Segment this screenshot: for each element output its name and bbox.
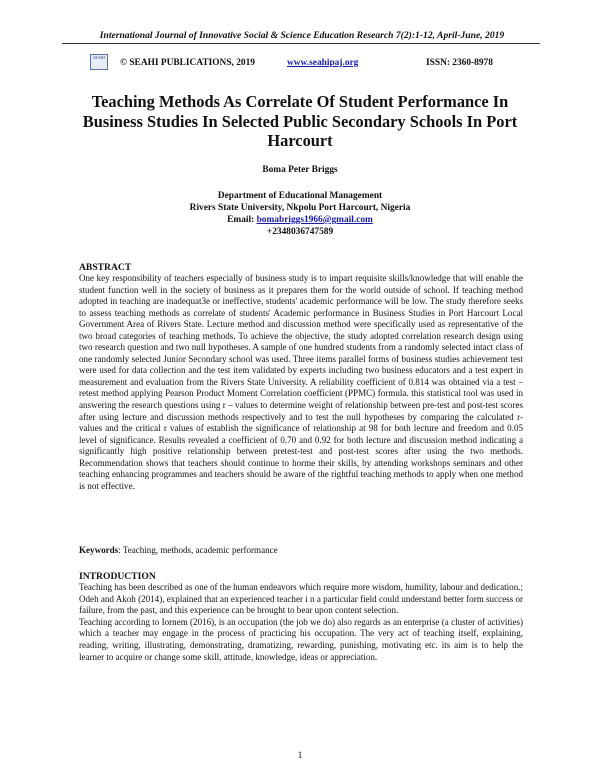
page-number: 1 [297, 750, 303, 760]
publisher-line [62, 52, 542, 74]
paper-title: Teaching Methods As Correlate Of Student Performance In Business Studies In Selected Public Secondary Schools In Port Harcourt [82, 92, 518, 150]
keywords-line [79, 545, 523, 555]
abstract-text: One key responsibility of teachers especially of business study is to impart requisite skills/knowledge that will enable the student function well in the society of business as it prepares them for the world outside of school. If teaching method adopted in teaching are inadequat3e or ineffective, students' academic performance will be low. The study therefore seeks to assess teaching methods as correlate of students' Academic performance in Business Studies in Port Harcourt Local Government Area of Rivers State. Lecture method and discussion method were specifically used as representative of the two broad categories of teaching methods. To achieve the objective, the study adopted correlation research design using two research question and two null hypotheses. A sample of one hundred students from a randomly selected intact class of one randomly selected Junior Secondary school was used. Three items parallel forms of business studies achievement test were used for data collection and the test item validated by experts including two business educators and a test expert in measurement and evaluation from the Rivers State University. A reliability coefficient of 0.814 was obtained via a test – retest method applying Pearson Product Moment Correlation coefficient (PPMC) formula. this statistical tool was used in answering the research questions using r – values to determine weight of relationship between pre-test and post-test scores after using lecture and discussion methods respectively and to test the null hypotheses by comparing the calculated r-values and the critical r values of establish the significance of relationship at 98 for both lecture and freedom and 0.05 level of significance. Results revealed a coefficient of 0.70 and 0.92 for both lecture and discussion method indicating a significantly high positive relationship between pretest-test and post-test scores after using the two methods. Recommendation shows that teachers should continue to horme their skills, by attending workshops seminars and other teaching enhancing programmes and teachers should be aware of the rightful teaching methods to apply when one method is not effective. [79, 273, 523, 491]
abstract-body [79, 273, 523, 492]
keywords-text: : Teaching, methods, academic performance [118, 545, 278, 555]
issn-number: ISSN: 2360-8978 [426, 58, 493, 68]
introduction-body [79, 582, 523, 663]
introduction-heading: INTRODUCTION [79, 571, 156, 582]
author-affiliation [0, 190, 600, 238]
department: Department of Educational Management [217, 191, 383, 201]
logo-text: SEAHI [93, 55, 105, 60]
email-label: Email: [227, 215, 255, 225]
keywords-label: Keywords [79, 545, 119, 555]
publisher-copyright: © SEAHI PUBLICATIONS, 2019 [120, 58, 255, 68]
journal-citation: International Journal of Innovative Social & Science Education Research 7(2):1-12, April-June, 2019 [99, 30, 505, 41]
email-link[interactable]: bomabriggs1966@gmail.com [256, 215, 373, 225]
seahi-logo-icon [90, 54, 108, 70]
university: Rivers State University, Nkpolu Port Harcourt, Nigeria [189, 203, 411, 213]
website-link[interactable]: www.seahipaj.org [287, 58, 359, 68]
phone-number: +2348036747589 [266, 227, 334, 237]
email-line [0, 214, 600, 226]
abstract-heading: ABSTRACT [79, 262, 132, 273]
author-name: Boma Peter Briggs [262, 165, 338, 175]
intro-paragraph-1: Teaching has been described as one of the human endeavors which require more wisdom, humility, labour and dedication.; Odeh and Akoh (2014), explained that an experienced teacher i n a particular field could understand better form success or failure, from the past, and this experience can be brought to bear upon content selection. [79, 582, 523, 616]
header-divider [62, 43, 540, 44]
intro-paragraph-2: Teaching according to Iornem (2016), is an occupation (the job we do) also regards as an enterprise (a cluster of activities) which a teacher may engage in the process of practicing his occupation. The very act of teaching itself, explaining, reading, writing, illustrating, demonstrating, dramatizing, rewarding, punishing, motivating etc. its aim is to help the learner to acquire or change some skill, attitude, knowledge, ideas or appreciation. [79, 616, 523, 662]
